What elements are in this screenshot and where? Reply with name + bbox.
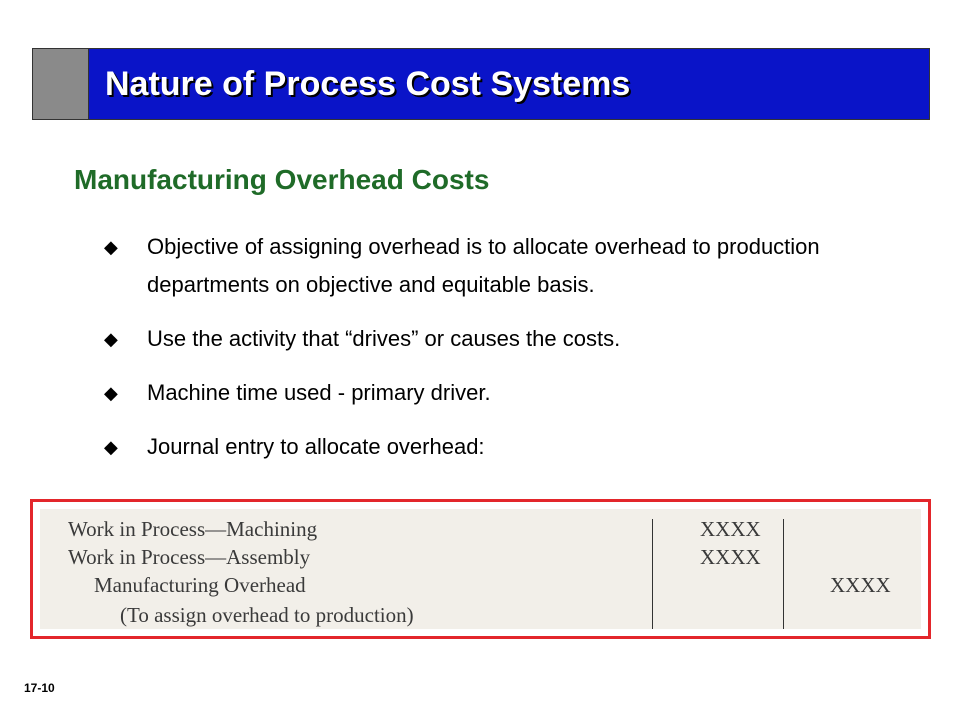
bullet-text: Journal entry to allocate overhead: — [147, 434, 485, 459]
bullet-item — [96, 428, 916, 466]
title-bar — [32, 48, 930, 120]
journal-entry-box — [30, 499, 931, 639]
title-banner — [89, 49, 929, 119]
title-side-block — [33, 49, 89, 119]
bullet-item — [96, 374, 916, 412]
journal-entry-table — [40, 509, 921, 629]
bullet-item — [96, 228, 916, 304]
bullet-list — [96, 228, 916, 482]
bullet-item — [96, 320, 916, 358]
diamond-bullet-icon: ◆ — [104, 237, 118, 257]
diamond-bullet-icon: ◆ — [104, 437, 118, 457]
section-heading: Manufacturing Overhead Costs — [74, 164, 490, 195]
bullet-text: Use the activity that “drives” or causes the costs. — [147, 326, 621, 351]
slide-title: Nature of Process Cost Systems — [105, 64, 631, 103]
diamond-bullet-icon: ◆ — [104, 383, 118, 403]
journal-row — [40, 515, 921, 543]
bullet-text: Objective of assigning overhead is to allocate overhead to production departments on objective and equitable basis. — [147, 234, 820, 297]
account-name: Manufacturing Overhead — [94, 573, 306, 597]
journal-row — [40, 543, 921, 571]
account-name: Work in Process—Assembly — [68, 545, 311, 569]
credit-amount: XXXX — [830, 573, 891, 597]
slide-number: 17-10 — [24, 681, 55, 695]
journal-row — [40, 571, 921, 599]
debit-amount: XXXX — [700, 545, 761, 569]
journal-row — [40, 601, 921, 629]
diamond-bullet-icon: ◆ — [104, 329, 118, 349]
entry-explanation: (To assign overhead to production) — [120, 603, 414, 627]
debit-amount: XXXX — [700, 517, 761, 541]
bullet-text: Machine time used - primary driver. — [147, 380, 491, 405]
account-name: Work in Process—Machining — [68, 517, 318, 541]
